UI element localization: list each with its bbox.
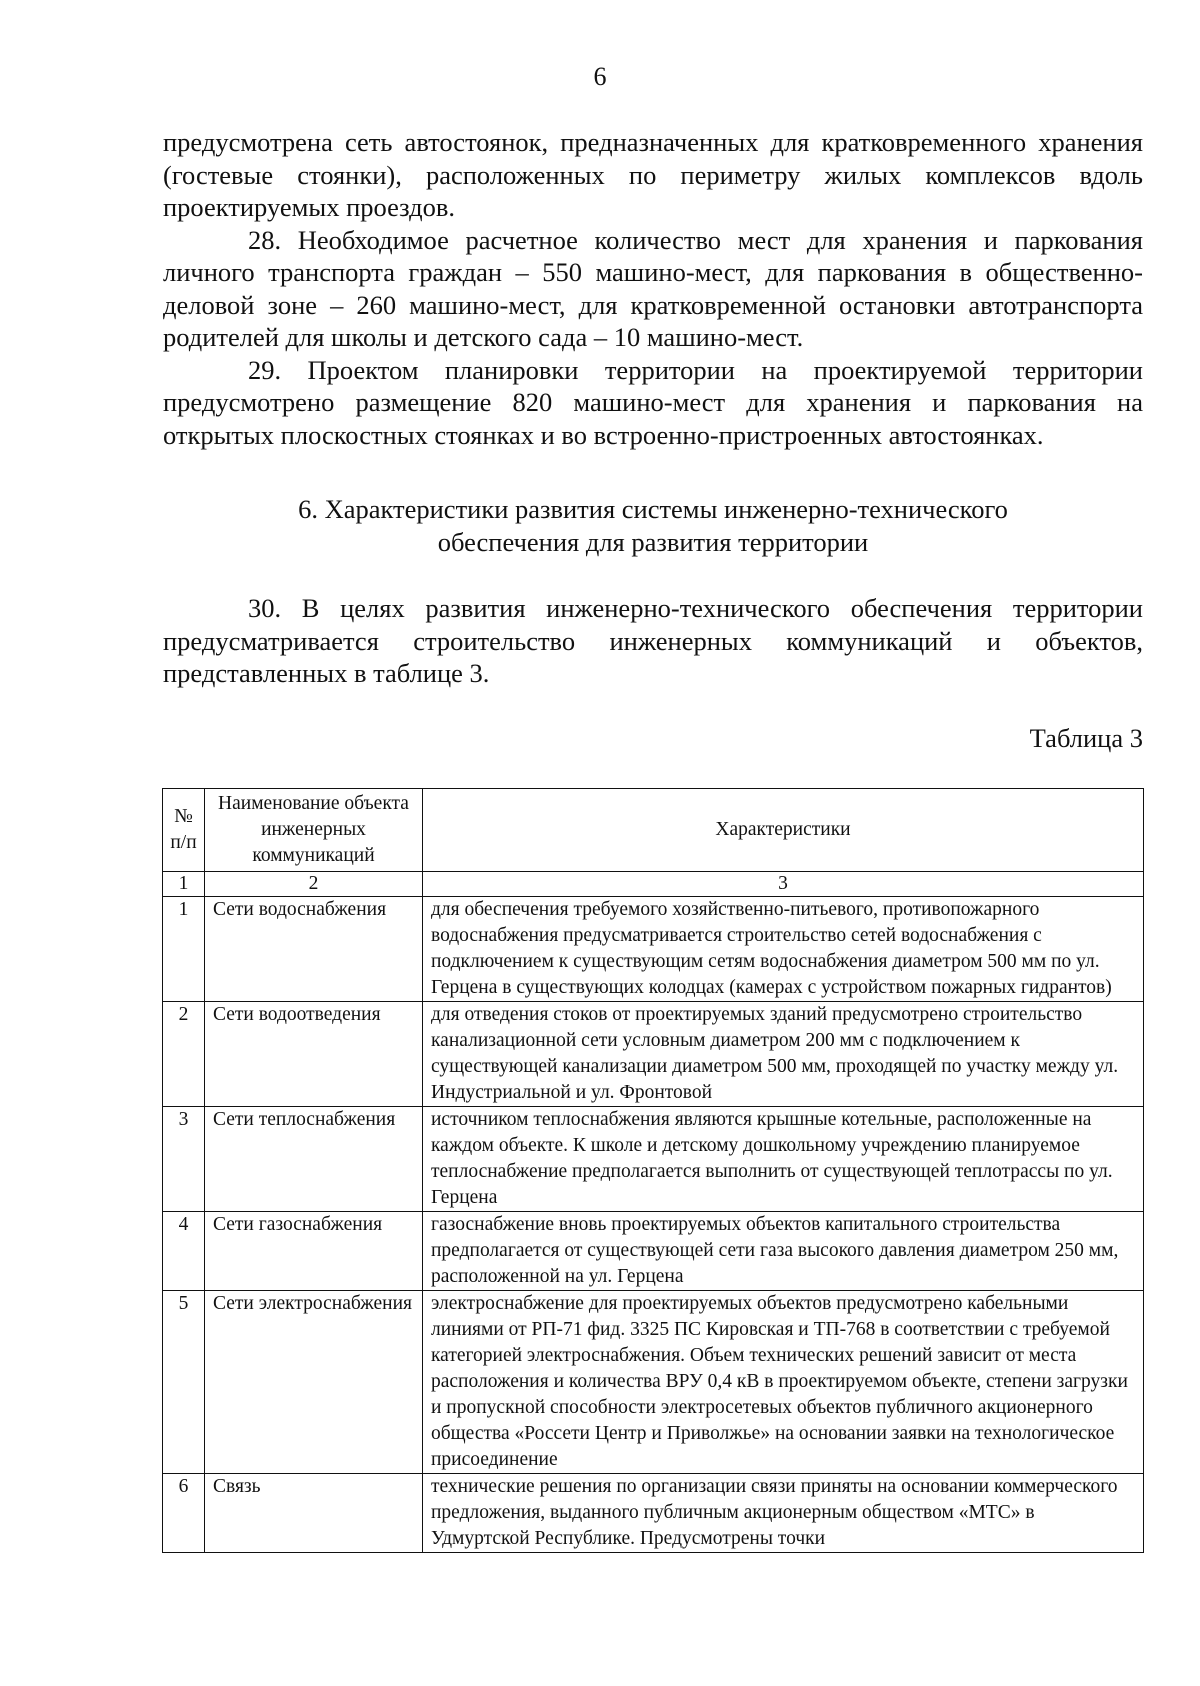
row-num: 4 (163, 1212, 205, 1291)
table-title: Таблица 3 (1029, 723, 1143, 753)
header-characteristics: Характеристики (423, 789, 1144, 872)
engineering-table (162, 788, 1144, 1553)
row-name: Связь (205, 1474, 423, 1553)
row-text: для обеспечения требуемого хозяйственно-питьевого, противопожарного водоснабжения предусматривается строительство сетей водоснабжения с подключением к существующим сетям водоснабжения диаметром 500 мм по ул. Герцена в существующих колодцах (камерах с устройством пожарных гидрантов) (423, 897, 1144, 1002)
index-cell: 3 (423, 872, 1144, 897)
section-heading (163, 493, 1143, 559)
row-text: газоснабжение вновь проектируемых объектов капитального строительства предполагается от существующей сети газа высокого давления диаметром 250 мм, расположенной на ул. Герцена (423, 1212, 1144, 1291)
table-header-row (163, 789, 1144, 872)
row-name: Сети теплоснабжения (205, 1107, 423, 1212)
body-text-top (163, 126, 1143, 451)
body-text-mid (163, 592, 1143, 690)
index-cell: 2 (205, 872, 423, 897)
table-row (163, 1474, 1144, 1553)
header-num: № п/п (163, 789, 205, 872)
section-heading-line1: 6. Характеристики развития системы инженерно-технического (298, 494, 1008, 524)
paragraph-28: 28. Необходимое расчетное количество мест для хранения и паркования личного транспорта граждан – 550 машино-мест, для паркования в общественно-деловой зоне – 260 машино-мест, для кратковременной остановки автотранспорта родителей для школы и детского сада – 10 машино-мест. (163, 224, 1143, 352)
row-name: Сети водоснабжения (205, 897, 423, 1002)
row-num: 6 (163, 1474, 205, 1553)
row-text: технические решения по организации связи приняты на основании коммерческого предложения, выданного публичным акционерным обществом «МТС» в Удмуртской Республике. Предусмотрены точки (423, 1474, 1144, 1553)
table-row (163, 1291, 1144, 1474)
paragraph-30: 30. В целях развития инженерно-технического обеспечения территории предусматривается строительство инженерных коммуникаций и объектов, представленных в таблице 3. (163, 593, 1143, 688)
table-row (163, 1002, 1144, 1107)
row-num: 1 (163, 897, 205, 1002)
paragraph-continuation: предусмотрена сеть автостоянок, предназначенных для кратковременного хранения (гостевые стоянки), расположенных по периметру жилых комплексов вдоль проектируемых проездов. (163, 127, 1143, 222)
paragraph-29: 29. Проектом планировки территории на проектируемой территории предусмотрено размещение 820 машино-мест для хранения и паркования на открытых плоскостных стоянках и во встроенно-пристроенных автостоянках. (163, 354, 1143, 450)
table-row (163, 897, 1144, 1002)
table-row (163, 1212, 1144, 1291)
table-row (163, 1107, 1144, 1212)
row-name: Сети электроснабжения (205, 1291, 423, 1474)
row-num: 5 (163, 1291, 205, 1474)
row-name: Сети газоснабжения (205, 1212, 423, 1291)
row-text: источником теплоснабжения являются крышные котельные, расположенные на каждом объекте. К школе и детскому дошкольному учреждению планируемое теплоснабжение предполагается выполнить от существующей теплотрассы по ул. Герцена (423, 1107, 1144, 1212)
row-text: для отведения стоков от проектируемых зданий предусмотрено строительство канализационной сети условным диаметром 200 мм с подключением к существующей канализации диаметром 500 мм, проходящей по участку между ул. Индустриальной и ул. Фронтовой (423, 1002, 1144, 1107)
row-text: электроснабжение для проектируемых объектов предусмотрено кабельными линиями от РП-71 фид. 3325 ПС Кировская и ТП-768 в соответствии с требуемой категорией электроснабжения. Объем технических решений зависит от места расположения и количества ВРУ 0,4 кВ в проектируемом объекте, степени загрузки и пропускной способности электросетевых объектов публичного акционерного общества «Россети Центр и Приволжье» на основании заявки на технологическое присоединение (423, 1291, 1144, 1474)
header-name: Наименование объекта инженерных коммуникаций (205, 789, 423, 872)
row-name: Сети водоотведения (205, 1002, 423, 1107)
section-heading-line2: обеспечения для развития территории (437, 527, 869, 557)
row-num: 2 (163, 1002, 205, 1107)
page-number: 6 (593, 62, 607, 91)
row-num: 3 (163, 1107, 205, 1212)
index-cell: 1 (163, 872, 205, 897)
table-index-row (163, 872, 1144, 897)
